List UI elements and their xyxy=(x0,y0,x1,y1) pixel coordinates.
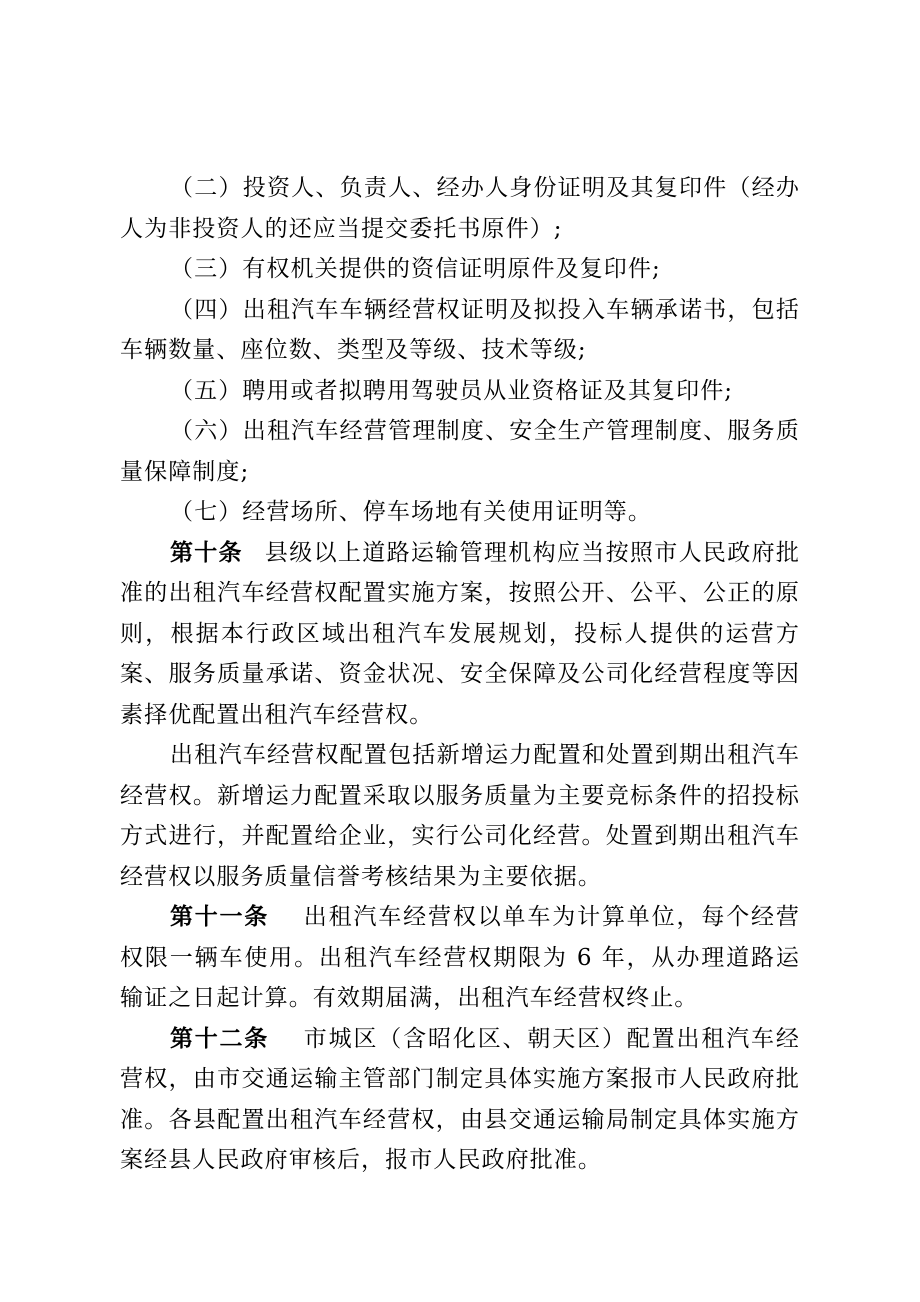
list-item-3: （三）有权机关提供的资信证明原件及复印件; xyxy=(170,256,661,282)
list-item-4: （四）出租汽车车辆经营权证明及拟投入车辆承诺书，包括车辆数量、座位数、类型及等级、技术等级; xyxy=(120,296,800,363)
list-item-6: （六）出租汽车经营管理制度、安全生产管理制度、服务质量保障制度; xyxy=(120,418,800,485)
article-12-text: 市城区（含昭化区、朝天区）配置出租汽车经营权，由市交通运输主管部门制定具体实施方案报市人民政府批准。各县配置出租汽车经营权，由县交通运输局制定具体实施方案经县人民政府审核后，报市人民政府批准。 xyxy=(120,1025,800,1173)
article-10-text: 县级以上道路运输管理机构应当按照市人民政府批准的出租汽车经营权配置实施方案，按照公开、公平、公正的原则，根据本行政区域出租汽车发展规划，投标人提供的运营方案、服务质量承诺、资金状况、安全保障及公司化经营程度等因素择优配置出租汽车经营权。 xyxy=(120,539,801,728)
article-11-text: 出租汽车经营权以单车为计算单位，每个经营权限一辆车使用。出租汽车经营权期限为 6 年，从办理道路运输证之日起计算。有效期届满，出租汽车经营权终止。 xyxy=(120,904,800,1011)
article-12 xyxy=(120,1019,800,1181)
article-10-paragraph-2: 出租汽车经营权配置包括新增运力配置和处置到期出租汽车经营权。新增运力配置采取以服务质量为主要竞标条件的招投标方式进行，并配置给企业，实行公司化经营。处置到期出租汽车经营权以服务质量信誉考核结果为主要依据。 xyxy=(120,742,800,890)
list-item-5: （五）聘用或者拟聘用驾驶员从业资格证及其复印件; xyxy=(170,377,734,404)
article-10 xyxy=(120,533,800,736)
article-11-number: 第十一条 xyxy=(170,904,269,930)
article-10-number: 第十条 xyxy=(170,539,243,566)
article-11 xyxy=(120,897,800,1019)
list-item-7: （七）经营场所、停车场地有关使用证明等。 xyxy=(170,499,652,525)
list-item-2: （二）投资人、负责人、经办人身份证明及其复印件（经办人为非投资人的还应当提交委托书原件）; xyxy=(120,175,800,242)
document-body xyxy=(120,168,800,1181)
article-12-number: 第十二条 xyxy=(170,1025,269,1052)
